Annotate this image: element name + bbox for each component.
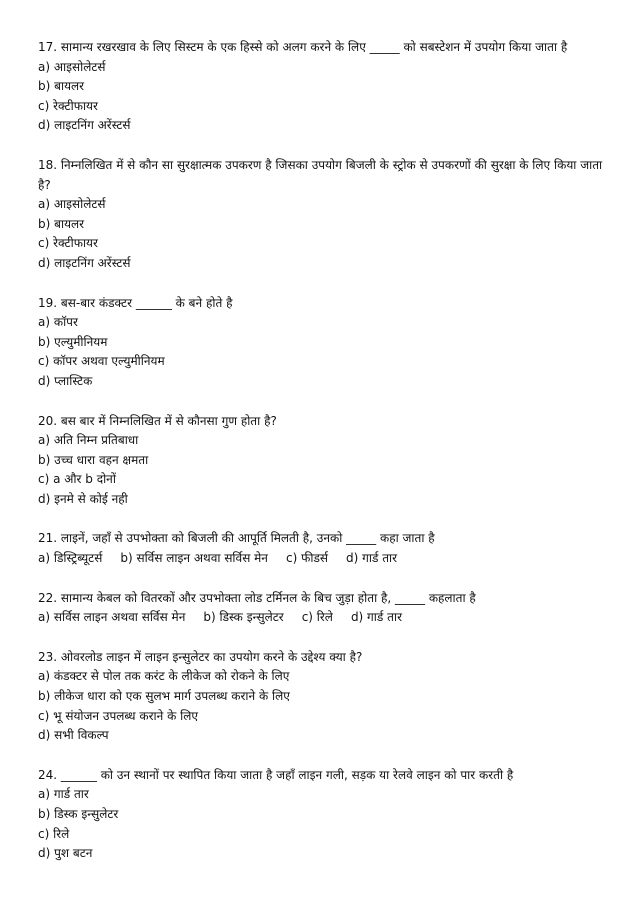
option-c: c) रिले [301, 610, 333, 625]
question-23 [38, 648, 610, 746]
option-a: a) आइसोलेटर्स [38, 59, 106, 74]
option-a: a) आइसोलेटर्स [38, 197, 106, 212]
option-a: a) कंडक्टर से पोल तक करंट के लीकेज को रोकने के लिए [38, 669, 290, 684]
question-21 [38, 529, 610, 568]
option-c: c) रेक्टीफायर [38, 236, 98, 251]
options-row [38, 549, 610, 569]
option-d: d) लाइटनिंग अरेंस्टर्स [38, 255, 131, 270]
option-c: c) रेक्टीफायर [38, 98, 98, 113]
option-c: c) a और b दोनों [38, 472, 116, 487]
option-d: d) गार्ड तार [350, 610, 403, 625]
option-d: d) इनमे से कोई नही [38, 491, 128, 506]
option-c: c) रिले [38, 826, 70, 841]
question-19 [38, 294, 610, 392]
option-d: d) सभी विकल्प [38, 728, 109, 743]
question-17 [38, 38, 610, 136]
option-b: b) एल्युमीनियम [38, 334, 108, 349]
question-22 [38, 589, 610, 628]
option-a: a) कॉपर [38, 315, 78, 330]
question-stem: 18. निम्नलिखित में से कौन सा सुरक्षात्मक उपकरण है जिसका उपयोग बिजली के स्ट्रोक से उपकरणों की सुरक्षा के लिए किया जाता है? [38, 157, 603, 192]
question-stem: 23. ओवरलोड लाइन में लाइन इन्सुलेटर का उपयोग करने के उद्देश्य क्या है? [38, 649, 363, 664]
question-stem: 22. सामान्य केबल को वितरकों और उपभोक्ता लोड टर्मिनल के बिच जुड़ा होता है, _____ कहलाता है [38, 590, 476, 605]
option-b: b) सर्विस लाइन अथवा सर्विस मेन [120, 551, 268, 566]
option-c: c) भू संयोजन उपलब्ध कराने के लिए [38, 708, 199, 723]
question-24 [38, 766, 610, 864]
option-d: d) प्लास्टिक [38, 373, 93, 388]
question-stem: 21. लाइनें, जहाँ से उपभोक्ता को बिजली की आपूर्ति मिलती है, उनको _____ कहा जाता है [38, 531, 435, 546]
question-20 [38, 412, 610, 510]
option-b: b) लीकेज धारा को एक सुलभ मार्ग उपलब्ध कराने के लिए [38, 689, 290, 704]
question-stem: 17. सामान्य रखरखाव के लिए सिस्टम के एक हिस्से को अलग करने के लिए _____ को सबस्टेशन में उपयोग किया जाता है [38, 40, 568, 54]
option-d: d) लाइटनिंग अरेंस्टर्स [38, 118, 131, 133]
option-c: c) फीडर्स [285, 551, 328, 566]
option-b: b) उच्च धारा वहन क्षमता [38, 452, 149, 467]
question-stem: 24. ______ को उन स्थानों पर स्थापित किया जाता है जहाँ लाइन गली, सड़क या रेलवे लाइन को पार करती है [38, 767, 514, 782]
option-a: a) सर्विस लाइन अथवा सर्विस मेन [38, 610, 186, 625]
option-d: d) पुश बटन [38, 846, 93, 861]
option-a: a) डिस्ट्रिब्यूटर्स [38, 551, 103, 566]
option-b: b) बायलर [38, 216, 85, 231]
question-stem: 20. बस बार में निम्नलिखित में से कौनसा गुण होता है? [38, 413, 277, 428]
options-row [38, 608, 610, 628]
option-a: a) अति निम्न प्रतिबाधा [38, 433, 139, 448]
option-b: b) डिस्क इन्सुलेटर [38, 807, 119, 821]
question-18 [38, 156, 610, 274]
option-b: b) डिस्क इन्सुलेटर [203, 610, 284, 625]
question-stem: 19. बस-बार कंडक्टर ______ के बने होते है [38, 295, 233, 310]
option-c: c) कॉपर अथवा एल्युमीनियम [38, 354, 165, 369]
option-b: b) बायलर [38, 79, 85, 94]
option-d: d) गार्ड तार [345, 551, 398, 566]
option-a: a) गार्ड तार [38, 787, 89, 802]
